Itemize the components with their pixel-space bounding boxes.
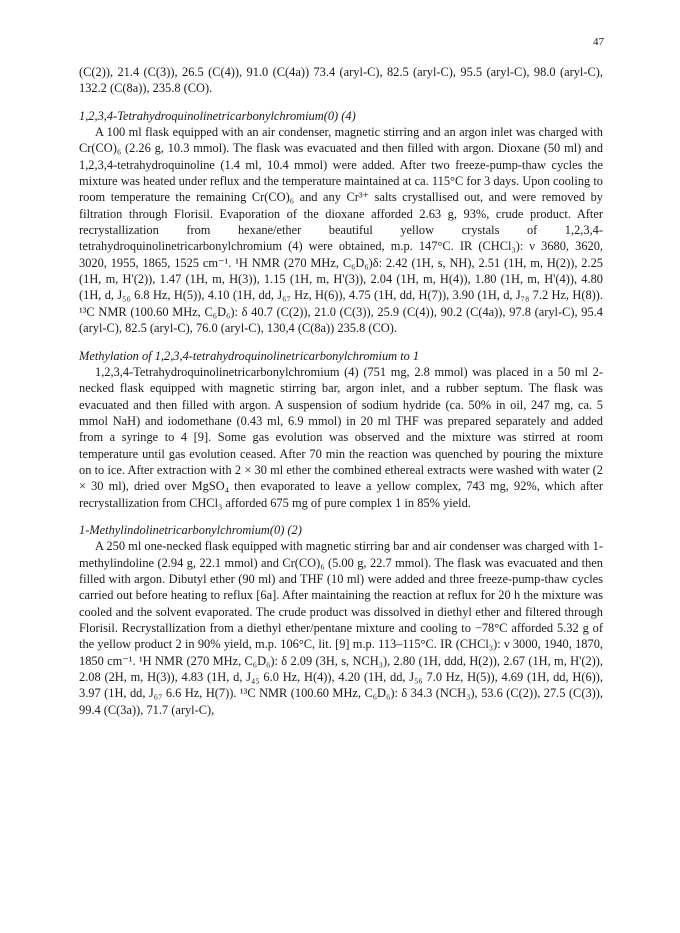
section-heading: Methylation of 1,2,3,4-tetrahydroquinolinetricarbonylchromium to 1: [79, 348, 420, 363]
article-body: [79, 64, 603, 718]
section-heading: 1-Methylindolinetricarbonylchromium(0) (2): [79, 522, 302, 537]
page-number: 47: [593, 36, 604, 48]
body-paragraph: 1,2,3,4-Tetrahydroquinolinetricarbonylchromium (4) (751 mg, 2.8 mmol) was placed in a 50 ml 2-necked flask equipped with magnetic stirring bar, argon inlet, and a rubber septum. The flask was evacuated and then filled with argon. A suspension of sodium hydride (ca. 50% in oil, 247 mg, ca. 5 mmol NaH) and iodomethane (0.43 ml, 6.9 mmol) in 20 ml THF was prepared separately and added from a syringe to 4 [9]. Some gas evolution was observed and the mixture was stirred at room temperature until gas evolution ceased. After 70 min the reaction was quenched by pouring the mixture on to ice. After extraction with 2 × 30 ml ether the combined ethereal extracts were washed with water (2 × 30 ml), dried over MgSO₄ then evaporated to leave a yellow complex, 743 mg, 92%, which after recrystallization from CHCl₃ afforded 675 mg of pure complex 1 in 85% yield.: [79, 364, 603, 510]
body-paragraph: A 250 ml one-necked flask equipped with magnetic stirring bar and air condenser was charged with 1-methylindoline (2.94 g, 22.1 mmol) and Cr(CO)₆ (5.00 g, 22.7 mmol). The flask was evacuated and then filled with argon. Dibutyl ether (90 ml) and THF (10 ml) were added and three freeze-pump-thaw cycles carried out before heating to reflux [6a]. After maintaining the reaction at reflux for 20 h the mixture was cooled and the solvent evaporated. The crude product was dissolved in diethyl ether and filtered through Florisil. Recrystallization from a diethyl ether/pentane mixture and cooling to −78°C afforded 5.32 g of the yellow product 2 in 90% yield, m.p. 106°C, lit. [9] m.p. 113–115°C. IR (CHCl₃): ν 3000, 1940, 1870, 1850 cm⁻¹. ¹H NMR (270 MHz, C₆D₆): δ 2.09 (3H, s, NCH₃), 2.80 (1H, ddd, H(2)), 2.67 (1H, m, H'(2)), 2.08 (2H, m, H(3)), 4.83 (1H, d, J₄₅ 6.0 Hz, H(4)), 4.20 (1H, dd, J₅₆ 7.0 Hz, H(5)), 4.69 (1H, dd, H(6)), 3.97 (1H, dd, J₆₇ 6.6 Hz, H(7)). ¹³C NMR (100.60 MHz, C₆D₆): δ 34.3 (NCH₃), 53.6 (C(2)), 27.5 (C(3)), 99.4 (C(3a)), 71.7 (aryl-C),: [79, 539, 603, 717]
body-paragraph: A 100 ml flask equipped with an air condenser, magnetic stirring and an argon inlet was charged with Cr(CO)₆ (2.26 g, 10.3 mmol). The flask was evacuated and then filled with argon. Dioxane (50 ml) and 1,2,3,4-tetrahydroquinoline (1.4 ml, 10.4 mmol) were added. After two freeze-pump-thaw cycles the mixture was heated under reflux and the temperature maintained at ca. 115°C for 3 days. Upon cooling to room temperature the remaining Cr(CO)₆ and any Cr³⁺ salts crystallised out, and were removed by filtration through Florisil. Evaporation of the dioxane afforded 2.63 g, 93%, crude product. After recrystallization from hexane/ether beautiful yellow crystals of 1,2,3,4-tetrahydroquinolinetricarbonylchromium (4) were obtained, m.p. 147°C. IR (CHCl₃): ν 3680, 3620, 3020, 1955, 1865, 1525 cm⁻¹. ¹H NMR (270 MHz, C₆D₆)δ: 2.42 (1H, s, NH), 2.51 (1H, m, H(2)), 2.25 (1H, m, H'(2)), 1.47 (1H, m, H(3)), 1.15 (1H, m, H'(3)), 2.04 (1H, m, H(4)), 1.80 (1H, m, H'(4)), 4.80 (1H, d, J₅₆ 6.8 Hz, H(5)), 4.10 (1H, dd, J₆₇ Hz, H(6)), 4.75 (1H, dd, H(7)), 3.90 (1H, d, J₇₈ 7.2 Hz, H(8)). ¹³C NMR (100.60 MHz, C₆D₆): δ 40.7 (C(2)), 21.0 (C(3)), 25.9 (C(4)), 90.2 (C(4a)), 97.8 (aryl-C), 95.4 (aryl-C), 82.5 (aryl-C), 76.0 (aryl-C), 130,4 (C(8a)) 235.8 (CO).: [79, 125, 603, 336]
section-heading: 1,2,3,4-Tetrahydroquinolinetricarbonylchromium(0) (4): [79, 108, 356, 123]
body-paragraph: (C(2)), 21.4 (C(3)), 26.5 (C(4)), 91.0 (C(4a)) 73.4 (aryl-C), 82.5 (aryl-C), 95.5 (aryl-C), 98.0 (aryl-C), 132.2 (C(8a)), 235.8 (CO).: [79, 65, 603, 96]
